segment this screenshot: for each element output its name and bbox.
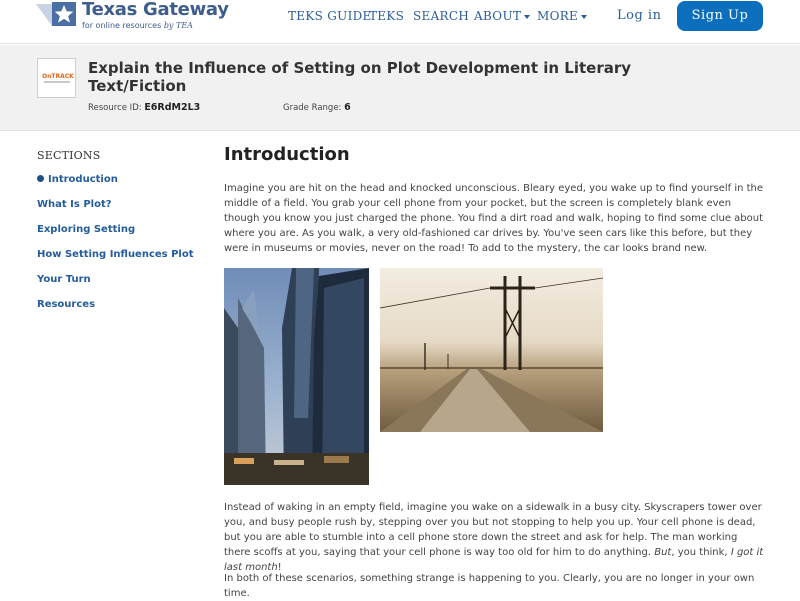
sections-heading: SECTIONS [37,149,101,162]
intro-paragraph-3: In both of these scenarios, something strange is happening to you. Clearly, you are no longer in your own time. [224,573,755,599]
city-skyscrapers-photo [224,268,369,485]
login-link[interactable]: Log in [617,8,662,23]
ontrack-badge [37,58,76,98]
caret-down-icon [524,15,530,19]
nav-about[interactable]: ABOUT [474,9,530,23]
active-dot-icon [37,175,44,182]
sidebar-item-how-setting-influences-plot[interactable]: How Setting Influences Plot [37,249,194,260]
caret-down-icon [581,15,587,19]
logo-name: Texas Gateway [82,0,229,20]
ontrack-badge-line [44,81,70,83]
nav-more[interactable]: MORE [537,9,587,23]
star-logo-icon [52,2,76,26]
intro-paragraph-2: Instead of waking in an empty field, imagine you wake on a sidewalk in a busy city. Skyscrapers tower over you, and busy people rush by, stepping over you but not stopping to help you up. Your cell phone is dead, but you are able to stumble into a cell phone store down the street and ask for help. The man working there scoffs at you, saying that your cell phone is way too old for him to do anything. But, you think, I got it last month! [224,502,764,573]
ontrack-badge-text: OnTRACK [42,73,74,80]
sidebar-item-resources[interactable]: Resources [37,299,96,310]
sidebar-item-exploring-setting[interactable]: Exploring Setting [37,224,136,235]
nav-teks[interactable]: TEKS [369,9,405,23]
nav-teks-guide[interactable]: TEKS GUIDE [288,9,372,23]
logo-triangle-decoration [36,4,52,26]
top-nav-bar [0,0,800,44]
section-heading: Introduction [224,144,350,165]
sidebar-item-what-is-plot[interactable]: What Is Plot? [37,199,112,210]
grade-range: Grade Range: 6 [283,102,351,113]
sidebar-item-your-turn[interactable]: Your Turn [37,274,91,285]
resource-banner [0,45,800,131]
signup-button[interactable]: Sign Up [677,1,763,31]
nav-search[interactable]: SEARCH [413,9,470,23]
resource-id: Resource ID: E6RdM2L3 [88,102,201,113]
sidebar-item-introduction[interactable]: Introduction [37,174,118,185]
intro-paragraph-1: Imagine you are hit on the head and knocked unconscious. Bleary eyed, you wake up to find yourself in the middle of a field. You grab your cell phone from your pocket, but the screen is completely blank even though you know you just charged the phone. You find a dirt road and walk, hoping to find some clue about where you are. As you walk, a very old-fashioned car drives by. You've seen cars like this before, but they were in museums or movies, never on the road! To add to the mystery, the car looks brand new. [224,183,764,254]
resource-title: Explain the Influence of Setting on Plot Development in Literary Text/Fiction [88,59,632,95]
dirt-road-photo [380,268,603,432]
texas-gateway-logo[interactable] [36,0,229,34]
logo-tagline: for online resources by TEA [82,21,193,30]
